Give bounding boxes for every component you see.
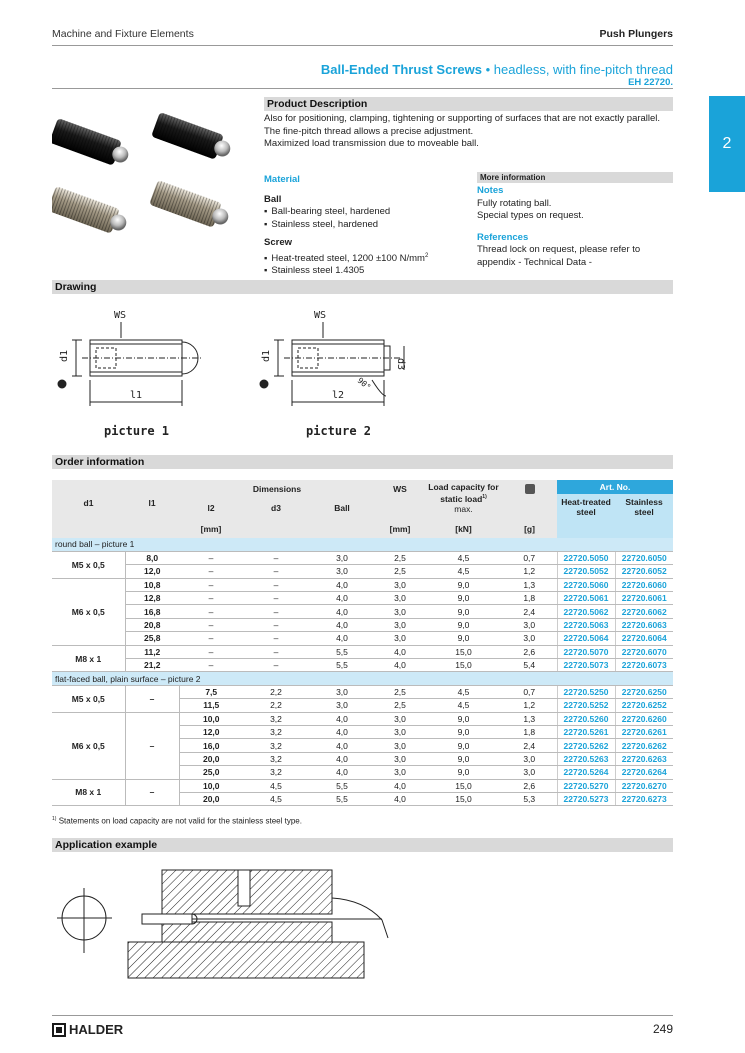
technical-drawing	[52, 300, 472, 445]
product-code: EH 22720.	[628, 77, 673, 88]
steel-screw-2	[149, 180, 232, 231]
order-table: d1 l1 Dimensions WS Load capacity for static load$^{1)}$ max. Art. No. l2 d3 Ball Heat-treated steel Stainless steel [mm] [mm] [kN] [g] round ball – picture 1 M5 x 0,5 8,0 – – 3,0 2,5 4,5 0,7 22720.5050 22720.6050 12,0 – – 3,0 2,5 4,5 1,2 22720.5052 22720.6052 M6 x 0,5 10,8 – – 4,0 3,0 9,0 1,3 22720.5060 22720.6060 12,8 – – 4,0 3,0 9,0 1,8 22720.5061 22720.6061 16,8 – – 4,0 3,0 9,0 2,4 22720.5062 22720.6062 20,8 – – 4,0 3,0 9,0 3,0 22720.5063 22720.6063 25,8 – – 4,0 3,0 9,0 3,0 22720.5064 22720.6064 M8 x 1 11,2 – – 5,5 4,0 15,0 2,6 22720.5070 22720.6070 21,2 – – 5,5 4,0 15,0 5,4 22720.5073 22720.6073 flat-faced ball, plain surface – picture 2 M5 x 0,5 – 7,5 2,2 3,0 2,5 4,5 0,7 22720.5250 22720.6250 11,5 2,2 3,0 2,5 4,5 1,2 22720.5252 22720.6252 M6 x 0,5 – 10,0 3,2 4,0 3,0 9,0 1,3 22720.5260 22720.6260 12,0 3,2 4,0 3,0 9,0 1,8 22720.5261 22720.6261 16,0 3,2 4,0 3,0 9,0 2,4 22720.5262 22720.6262 20,0 3,2 4,0 3,0 9,0 3,0 22720.5263 22720.6263 25,0 3,2 4,0 3,0 9,0 3,0 22720.5264 22720.6264 M8 x 1 – 10,0 4,5 5,5 4,0 15,0 2,6 22720.5270 22720.6270 20,0 4,5 5,5 4,0 15,0 5,3 22720.5273 22720.6273	[52, 480, 673, 806]
caption-picture-1: picture 1	[104, 424, 170, 438]
svg-text:WS: WS	[314, 310, 327, 321]
screw-body-1	[90, 340, 182, 376]
footnote: $^{1)}$ Statements on load capacity are not valid for the stainless steel type.	[52, 816, 302, 826]
weight-icon	[525, 484, 535, 494]
order-info-heading: Order information	[52, 455, 673, 469]
caption-picture-2: picture 2	[306, 424, 372, 438]
svg-text:l1: l1	[130, 390, 143, 401]
more-info: Notes Fully rotating ball. Special types on request. References Thread lock on request, please refer to appendix - Technical Data -	[477, 185, 641, 268]
material-section: Material Ball ▪ Ball-bearing steel, hardened ▪ Stainless steel, hardened Screw ▪ Heat-treated steel, 1200 ±100 $N/mm^2$ ▪ Stainless steel 1.4305	[264, 174, 469, 278]
table-row: 25,8 – – 4,0 3,0 9,0 3,0 22720.5064 22720.6064	[52, 632, 673, 645]
header-rule	[52, 45, 673, 46]
svg-text:d3: d3	[395, 358, 406, 371]
table-row: M6 x 0,5 10,8 – – 4,0 3,0 9,0 1,3 22720.5060 22720.6060	[52, 578, 673, 591]
table-row: M8 x 1 11,2 – – 5,5 4,0 15,0 2,6 22720.5070 22720.6070	[52, 645, 673, 658]
svg-text:d1: d1	[261, 349, 272, 362]
table-row: 12,0 – – 3,0 2,5 4,5 1,2 22720.5052 22720.6052	[52, 565, 673, 578]
table-row: 11,5 2,2 3,0 2,5 4,5 1,2 22720.5252 22720.6252	[52, 699, 673, 712]
svg-text:d1: d1	[59, 349, 70, 362]
svg-text:90°: 90°	[355, 375, 373, 393]
drawing-heading: Drawing	[52, 280, 673, 294]
screw-body-2	[292, 340, 384, 376]
steel-screw-1	[52, 186, 130, 237]
table-row: 16,0 3,2 4,0 3,0 9,0 2,4 22720.5262 22720.6262	[52, 739, 673, 752]
table-row: 16,8 – – 4,0 3,0 9,0 2,4 22720.5062 22720.6062	[52, 605, 673, 618]
table-row: 12,0 3,2 4,0 3,0 9,0 1,8 22720.5261 22720.6261	[52, 725, 673, 738]
grub-icon-2	[260, 380, 268, 388]
table-row: M8 x 1 – 10,0 4,5 5,5 4,0 15,0 2,6 22720.5270 22720.6270	[52, 779, 673, 792]
more-info-heading: More information	[477, 172, 673, 183]
product-description-heading: Product Description	[264, 97, 673, 111]
table-row: 25,0 3,2 4,0 3,0 9,0 3,0 22720.5264 22720.6264	[52, 766, 673, 779]
group-row: round ball – picture 1	[52, 538, 673, 551]
halder-logo-icon	[52, 1023, 66, 1037]
table-row: 12,8 – – 4,0 3,0 9,0 1,8 22720.5061 22720.6061	[52, 592, 673, 605]
table-row: M5 x 0,5 – 7,5 2,2 3,0 2,5 4,5 0,7 22720.5250 22720.6250	[52, 685, 673, 698]
table-row: 20,8 – – 4,0 3,0 9,0 3,0 22720.5063 22720.6063	[52, 618, 673, 631]
chapter-tab[interactable]: 2	[709, 96, 745, 192]
title-rule	[52, 88, 673, 89]
table-row: 20,0 4,5 5,5 4,0 15,0 5,3 22720.5273 22720.6273	[52, 792, 673, 805]
header-section: Machine and Fixture Elements	[52, 28, 194, 40]
product-photos	[52, 98, 257, 278]
page-number: 249	[652, 1022, 673, 1036]
table-row: M5 x 0,5 8,0 – – 3,0 2,5 4,5 0,7 22720.5050 22720.6050	[52, 551, 673, 564]
footer-rule	[52, 1015, 673, 1016]
group-row: flat-faced ball, plain surface – picture 2	[52, 672, 673, 685]
black-screw-2	[151, 112, 234, 163]
table-row: 20,0 3,2 4,0 3,0 9,0 3,0 22720.5263 22720.6263	[52, 752, 673, 765]
material-heading: Material	[264, 174, 300, 185]
grub-icon-1	[58, 380, 66, 388]
svg-text:l2: l2	[332, 390, 345, 401]
table-row: 21,2 – – 5,5 4,0 15,0 5,4 22720.5073 22720.6073	[52, 659, 673, 672]
black-screw-1	[52, 118, 132, 169]
screw-in-part	[238, 870, 250, 906]
application-drawing	[52, 858, 392, 983]
table-row: M6 x 0,5 – 10,0 3,2 4,0 3,0 9,0 1,3 22720.5260 22720.6260	[52, 712, 673, 725]
header-chapter: Push Plungers	[599, 28, 673, 40]
application-heading: Application example	[52, 838, 673, 852]
brand-logo: HALDER	[52, 1022, 123, 1037]
page-title: Ball-Ended Thrust Screws • headless, with fine-pitch thread	[320, 62, 673, 77]
product-description: Also for positioning, clamping, tightening or supporting of surfaces that are not exactly parallel. The fine-pitch thread allows a precise adjustment. Maximized load transmission due to moveable ball.	[264, 113, 661, 149]
svg-text:WS: WS	[114, 310, 127, 321]
